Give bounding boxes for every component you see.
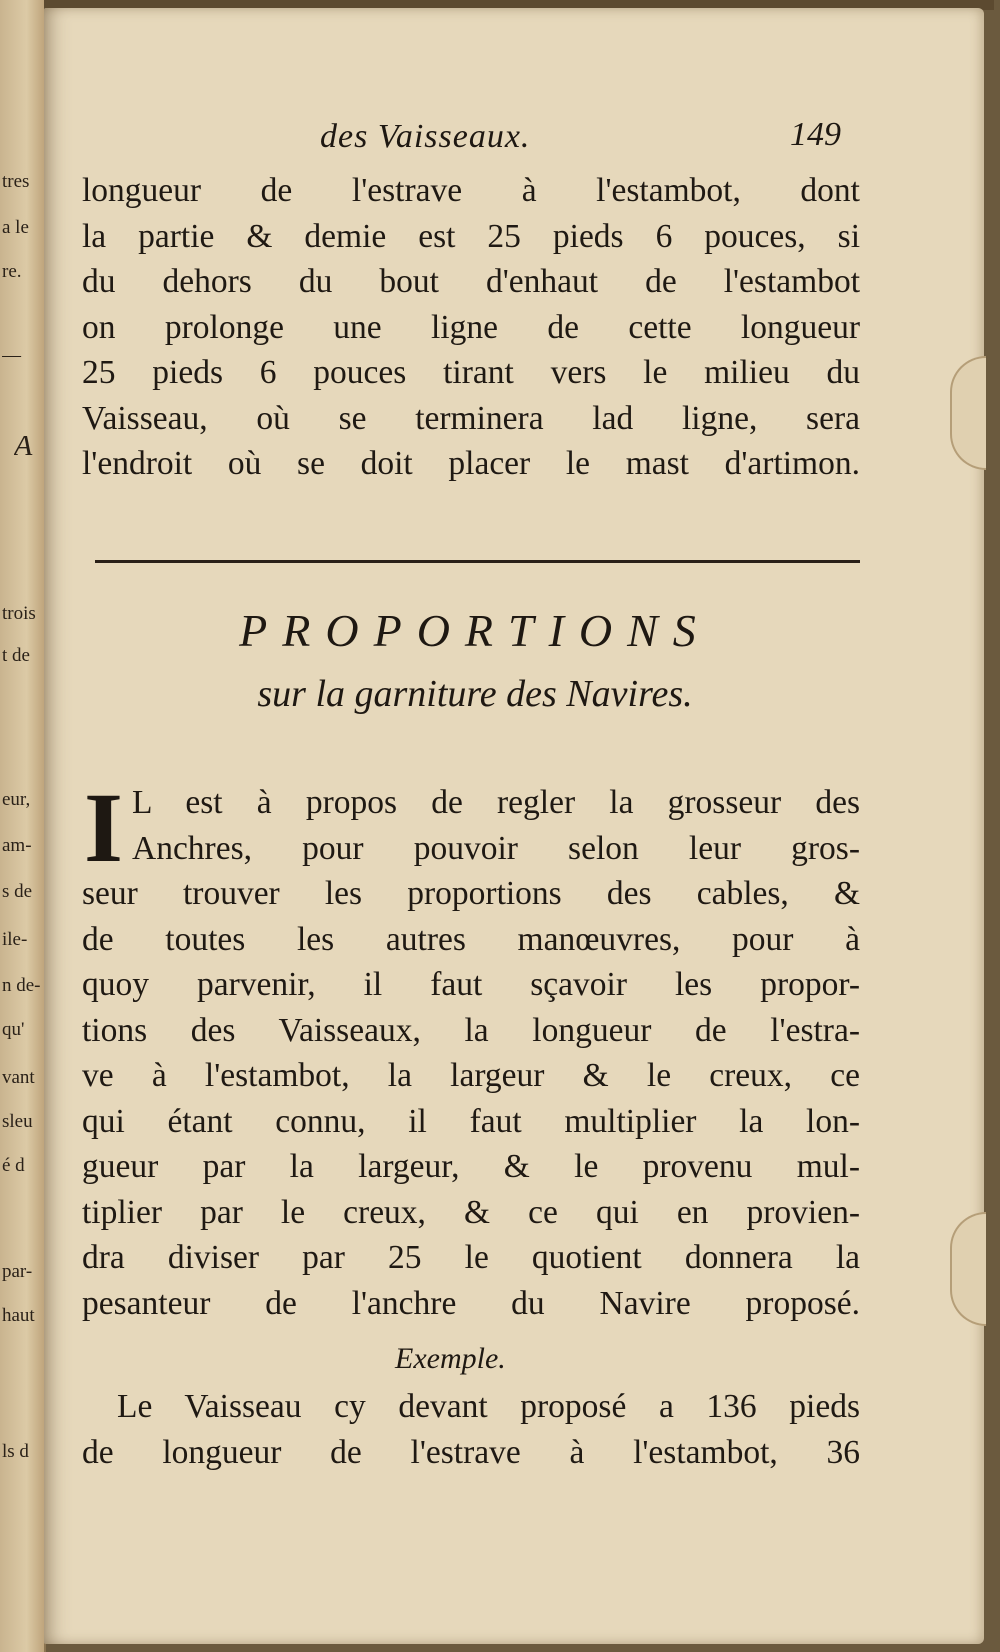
- text-line: tions des Vaisseaux, la longueur de l'estra-: [82, 1011, 860, 1049]
- text-line: on prolonge une ligne de cette longueur: [82, 308, 860, 346]
- margin-fragment: A: [14, 436, 33, 456]
- text-line: du dehors du bout d'enhaut de l'estambot: [82, 263, 860, 300]
- text-line: l'endroit où se doit placer le mast d'artimon.: [82, 445, 860, 482]
- margin-fragment: a le: [2, 218, 29, 238]
- page-tab-mark: [950, 356, 986, 470]
- margin-fragment: re.: [2, 262, 22, 282]
- text-line: gueur par la largeur, & le provenu mul-: [82, 1148, 860, 1185]
- text-line: Vaisseau, où se terminera lad ligne, sera: [82, 399, 860, 437]
- facing-page-edge: [0, 0, 46, 1652]
- example-label: Exemple.: [395, 1342, 506, 1375]
- text-line: dra diviser par 25 le quotient donnera la: [82, 1239, 860, 1276]
- running-head: des Vaisseaux.: [320, 118, 531, 155]
- margin-fragment: eur,: [2, 790, 31, 810]
- text-line: quoy parvenir, il faut sçavoir les propor-: [82, 966, 860, 1003]
- section-divider-rule: [95, 560, 860, 563]
- margin-fragment: tres: [2, 172, 30, 192]
- main-paragraph-indented: [132, 780, 860, 871]
- top-paragraph: [82, 168, 860, 487]
- text-line: L est à propos de regler la grosseur des: [132, 784, 860, 821]
- margin-fragment: ls d: [2, 1442, 29, 1462]
- text-line: pesanteur de l'anchre du Navire proposé.: [82, 1284, 860, 1322]
- text-line: ve à l'estambot, la largeur & le creux, ce: [82, 1057, 860, 1094]
- page-number: 149: [790, 116, 841, 153]
- main-paragraph: [82, 871, 860, 1326]
- drop-cap: I: [84, 772, 123, 883]
- section-subheading: sur la garniture des Navires.: [257, 673, 693, 715]
- margin-fragment: n de-: [2, 976, 41, 996]
- margin-fragment: —: [2, 346, 21, 366]
- text-line: Le Vaisseau cy devant proposé a 136 pieds: [117, 1388, 860, 1425]
- margin-fragment: qu': [2, 1020, 25, 1040]
- text-line: seur trouver les proportions des cables, &: [82, 875, 860, 912]
- text-line: de toutes les autres manœuvres, pour à: [82, 920, 860, 958]
- margin-fragment: é d: [2, 1156, 25, 1176]
- text-line: Anchres, pour pouvoir selon leur gros-: [132, 829, 860, 867]
- example-paragraph: [82, 1384, 860, 1475]
- margin-fragment: par-: [2, 1262, 33, 1282]
- text-line: longueur de l'estrave à l'estambot, dont: [82, 172, 860, 209]
- margin-fragment: am-: [2, 836, 32, 856]
- margin-fragment: sleu: [2, 1112, 33, 1132]
- text-line: 25 pieds 6 pouces tirant vers le milieu du: [82, 354, 860, 391]
- margin-fragment: vant: [2, 1068, 35, 1088]
- section-heading: PROPORTIONS: [239, 605, 711, 656]
- margin-fragment: ile-: [2, 930, 28, 950]
- margin-fragment: s de: [2, 882, 33, 902]
- text-line: de longueur de l'estrave à l'estambot, 36: [82, 1433, 860, 1471]
- text-line: qui étant connu, il faut multiplier la lon-: [82, 1102, 860, 1140]
- text-line: la partie & demie est 25 pieds 6 pouces, si: [82, 217, 860, 255]
- margin-fragment: haut: [2, 1306, 35, 1326]
- text-line: tiplier par le creux, & ce qui en provien-: [82, 1193, 860, 1231]
- margin-fragment: trois: [2, 604, 36, 624]
- page-tab-mark: [950, 1212, 986, 1326]
- margin-fragment: t de: [2, 646, 30, 666]
